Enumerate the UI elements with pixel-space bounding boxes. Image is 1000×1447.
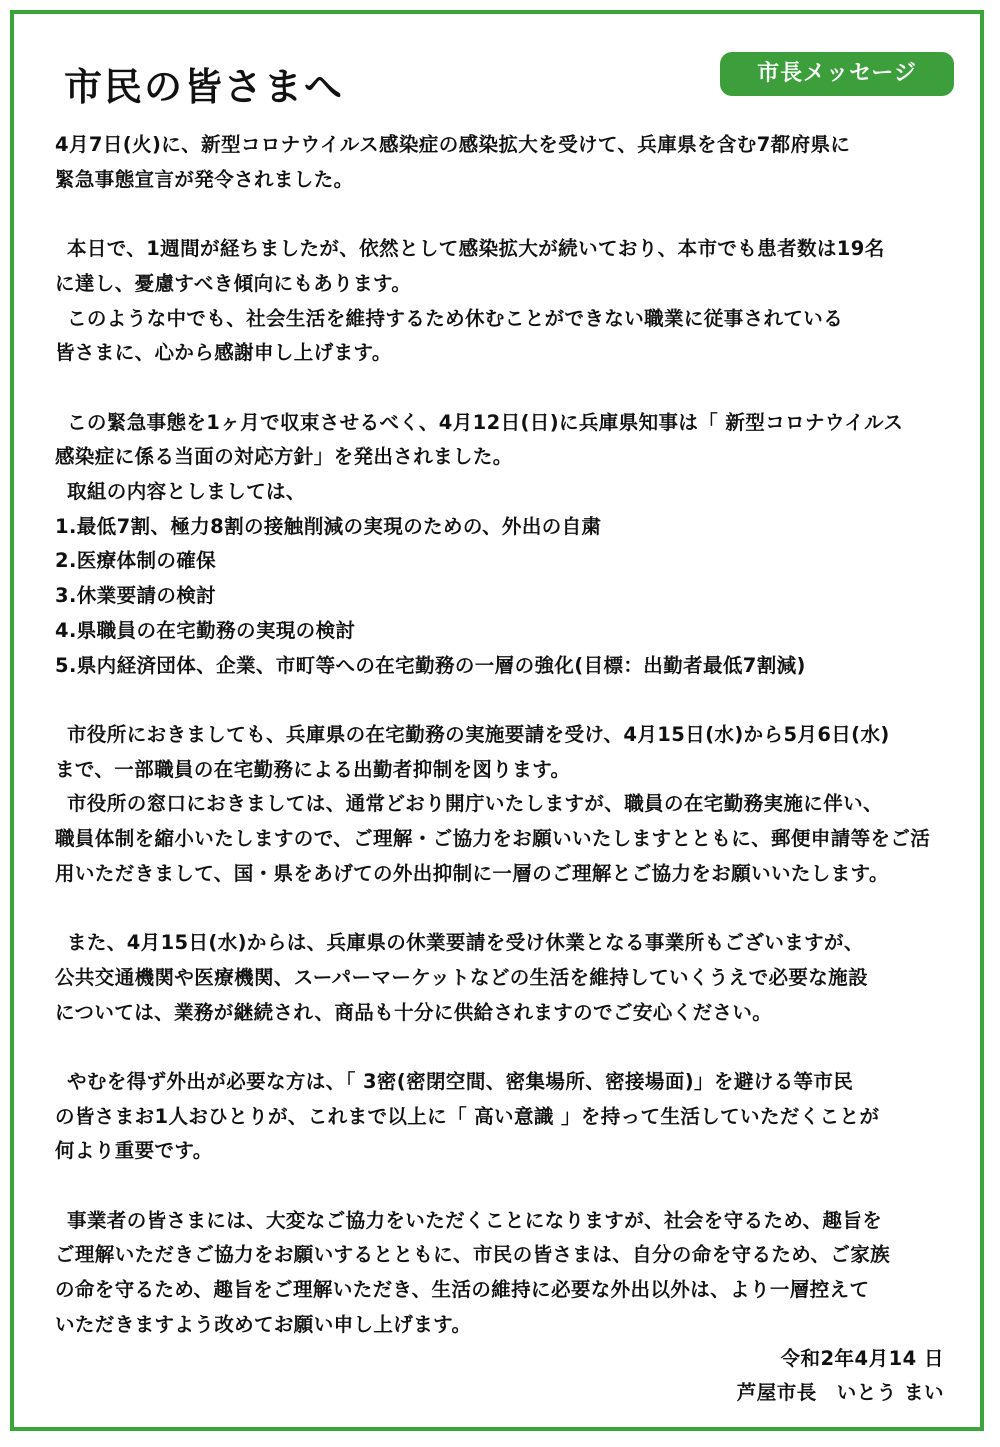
- paragraph-10-line-3: の命を守るため、趣旨をご理解いただき、生活の維持に必要な外出以外は、より一層控えて: [55, 1278, 870, 1302]
- measure-item-2: 2.医療体制の確保: [55, 549, 217, 573]
- paragraph-7-line-3: 用いただきまして、国・県をあげての外出抑制に一層のご理解とご協力をお願いいたします。: [55, 861, 889, 885]
- paragraph-9-line-3: 何より重要です。: [55, 1139, 213, 1163]
- paragraph-8-line-2: 公共交通機関や医療機関、スーパーマーケットなどの生活を維持していくうえで必要な施設: [55, 965, 868, 989]
- mayor-message-badge: 市長メッセージ: [720, 52, 954, 96]
- paragraph-10-line-4: いただきますよう改めてお願い申し上げます。: [55, 1312, 472, 1336]
- message-body: [55, 128, 960, 1343]
- measure-item-5: 5.県内経済団体、企業、市町等への在宅勤務の一層の強化(目標：出勤者最低7割減): [55, 653, 806, 677]
- measure-item-4: 4.県職員の在宅勤務の実現の検討: [55, 618, 356, 642]
- paragraph-10-line-1: 事業者の皆さまには、大変なご協力をいただくことになりますが、社会を守るため、趣旨を: [67, 1208, 883, 1232]
- measure-item-3: 3.休業要請の検討: [55, 584, 217, 608]
- paragraph-9-line-1: やむを得ず外出が必要な方は、「 3密(密閉空間、密集場所、密接場面)」を避ける等市民: [67, 1069, 854, 1093]
- paragraph-2-line-1: 本日で、1週間が経ちましたが、依然として感染拡大が続いており、本市でも患者数は19名: [67, 237, 885, 261]
- signature-date: 令和2年4月14 日: [780, 1347, 944, 1370]
- paragraph-6-line-2: まで、一部職員の在宅勤務による出勤者抑制を図ります。: [55, 757, 571, 781]
- paragraph-3-line-1: このような中でも、社会生活を維持するため休むことができない職業に従事されている: [67, 306, 844, 330]
- paragraph-8-line-1: また、4月15日(水)からは、兵庫県の休業要請を受け休業となる事業所もございますが、: [67, 931, 864, 955]
- paragraph-1-line-2: 緊急事態宣言が発令されました。: [55, 167, 354, 191]
- paragraph-4-line-2: 感染症に係る当面の対応方針」を発出されました。: [55, 445, 513, 469]
- paragraph-2-line-2: に達し、憂慮すべき傾向にもあります。: [55, 271, 412, 295]
- paragraph-6-line-1: 市役所におきましても、兵庫県の在宅勤務の実施要請を受け、4月15日(水)から5月6日(水): [67, 722, 890, 746]
- paragraph-3-line-2: 皆さまに、心から感謝申し上げます。: [55, 341, 392, 365]
- page-title: 市民の皆さまへ: [64, 65, 345, 109]
- paragraph-1-line-1: 4月7日(火)に、新型コロナウイルス感染症の感染拡大を受けて、兵庫県を含む7都府県に: [55, 133, 851, 156]
- paragraph-8-line-3: については、業務が継続され、商品も十分に供給されますのでご安心ください。: [55, 1000, 773, 1024]
- signature-block: [737, 1342, 944, 1410]
- signature-name: 芦屋市長 いとう まい: [736, 1381, 944, 1404]
- measures-intro: 取組の内容としましては、: [67, 480, 306, 503]
- measure-item-1: 1.最低7割、極力8割の接触削減の実現のための、外出の自粛: [55, 514, 602, 538]
- paragraph-9-line-2: の皆さまお1人おひとりが、これまで以上に「 高い意識 」を持って生活していただくことが: [55, 1104, 880, 1128]
- paragraph-7-line-2: 職員体制を縮小いたしますので、ご理解・ご協力をお願いいたしますとともに、郵便申請等をご活: [55, 827, 931, 851]
- paragraph-10-line-2: ご理解いただきご協力をお願いするとともに、市民の皆さまは、自分の命を守るため、ご家族: [55, 1243, 891, 1267]
- paragraph-7-line-1: 市役所の窓口におきましては、通常どおり開庁いたしますが、職員の在宅勤務実施に伴い、: [67, 792, 883, 816]
- paragraph-4-line-1: この緊急事態を1ヶ月で収束させるべく、4月12日(日)に兵庫県知事は「 新型コロナウイルス: [67, 410, 904, 434]
